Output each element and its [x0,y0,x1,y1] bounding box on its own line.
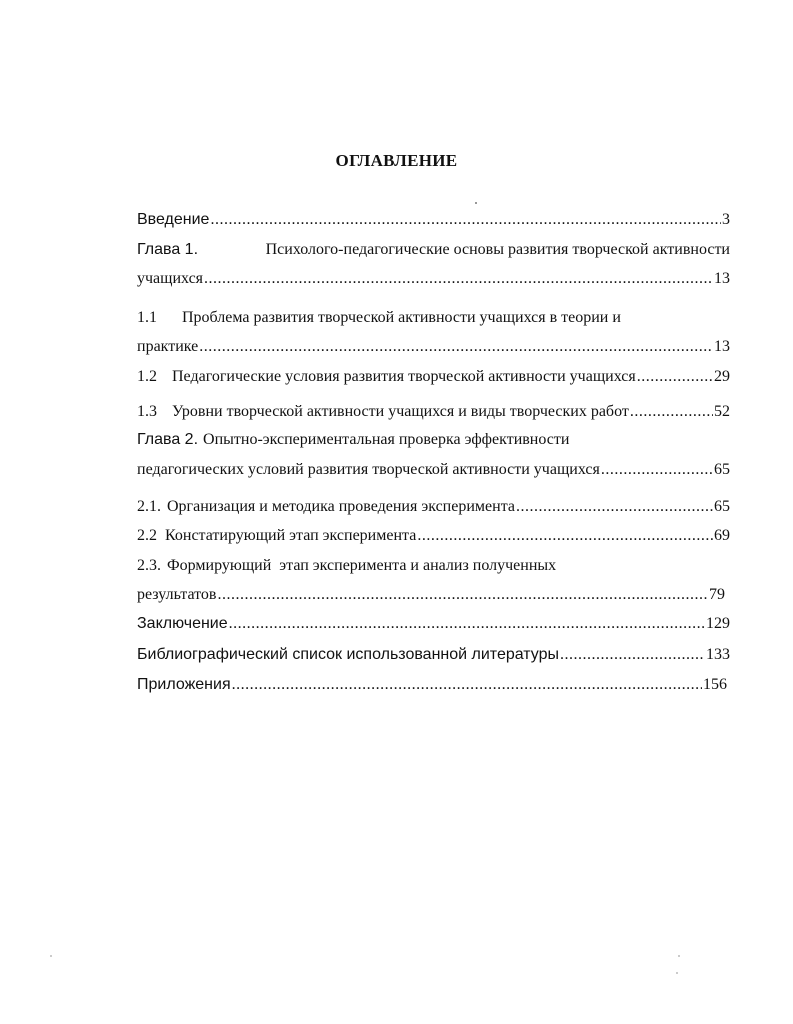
toc-page-number: 129 [706,615,730,632]
toc-leader-dots [204,268,713,290]
toc-entry-intro [137,209,730,231]
toc-label: Заключение [137,615,228,632]
toc-leader-dots [601,459,713,481]
toc-entry-conclusion [137,613,730,635]
toc-entry-section-2-2 [137,525,730,547]
toc-leader-dots [417,525,713,547]
toc-label: Библиографический список использованной литературы [137,646,560,663]
toc-page-number: 133 [706,646,730,663]
toc-section-number: 1.3 [137,403,157,420]
toc-title-line: Констатирующий этап эксперимента [165,527,417,544]
scan-speck [475,202,477,204]
toc-entry-chapter1 [137,239,730,261]
toc-leader-dots [637,366,713,388]
toc-entry-section-2-1 [137,496,730,518]
toc-page-number: 69 [714,527,730,544]
toc-leader-dots [217,584,708,606]
toc-entry-section-1-1-continued [137,336,730,358]
toc-page-number: 156 [703,676,727,693]
toc-title-line: Уровни творческой активности учащихся и виды творческих работ [172,403,629,420]
toc-label: Введение [137,211,210,228]
toc-leader-dots [516,496,713,518]
toc-title-line: результатов [137,586,217,603]
toc-label: Приложения [137,676,231,693]
toc-leader-dots [210,209,721,231]
toc-section-number: 1.1 [137,309,157,326]
toc-title-line: практике [137,338,199,355]
toc-page-number: 79 [709,586,725,603]
toc-entry-section-1-2 [137,366,730,388]
toc-title-line: Педагогические условия развития творческой активности учащихся [172,368,636,385]
toc-entry-section-1-1 [137,307,730,329]
toc-leader-dots [630,401,713,423]
toc-entry-section-2-3-continued [137,584,725,606]
toc-title-line: Психолого-педагогические основы развития творческой активности [265,241,730,258]
toc-title-line: Организация и методика проведения эксперимента [167,498,515,515]
page-title: ОГЛАВЛЕНИЕ [335,151,458,170]
toc-entry-bibliography [137,644,730,666]
toc-page-number: 65 [714,461,730,478]
toc-page-number: 52 [714,403,730,420]
toc-title-line: учащихся [137,270,204,287]
toc-entry-chapter2-continued [137,459,730,481]
toc-leader-dots [199,336,713,358]
scan-speck [50,955,52,957]
toc-entry-appendices [137,674,727,696]
toc-leader-dots [229,613,705,635]
toc-title-line: Проблема развития творческой активности учащихся в теории и [182,309,621,326]
toc-title-line: Опытно-экспериментальная проверка эффективности [203,431,570,448]
toc-section-number: 2.1. [137,498,161,515]
toc-section-number: 2.3. [137,557,161,574]
toc-section-number: 2.2 [137,527,157,544]
toc-entry-chapter2 [137,429,730,451]
toc-page-number: 29 [714,368,730,385]
toc-page-number: 65 [714,498,730,515]
toc-title-line: Формирующий этап эксперимента и анализ полученных [167,557,557,574]
toc-entry-chapter1-continued [137,268,730,290]
toc-page-number: 13 [714,270,730,287]
toc-entry-section-2-3 [137,555,730,577]
toc-page-number: 3 [722,211,730,228]
toc-title-line: педагогических условий развития творческой активности учащихся [137,461,600,478]
toc-chapter-prefix: Глава 1. [137,241,199,258]
toc-leader-dots [232,674,702,696]
toc-section-number: 1.2 [137,368,157,385]
toc-entry-section-1-3 [137,401,730,423]
toc-page-number: 13 [714,338,730,355]
toc-chapter-prefix: Глава 2. [137,431,199,448]
scan-speck [678,955,680,957]
toc-leader-dots [560,644,705,666]
scan-speck [676,972,678,974]
